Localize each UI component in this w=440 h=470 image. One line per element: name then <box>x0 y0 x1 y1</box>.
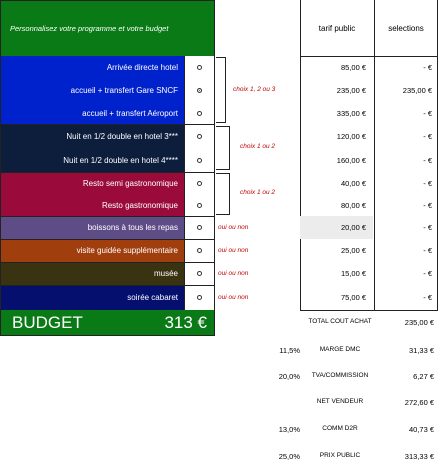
option-row-transfert-gare[interactable] <box>0 79 184 102</box>
summary-label-net-vendeur: NET VENDEUR <box>316 398 364 405</box>
price-cell: 235,00 € <box>336 86 366 95</box>
price-cell: 85,00 € <box>340 63 366 72</box>
radio-resto-semi[interactable] <box>197 181 202 186</box>
summary-value-marge-dmc: 31,33 € <box>408 346 434 355</box>
note-oui-non-visite: oui ou non <box>218 247 249 254</box>
note-oui-non-cabaret: oui ou non <box>218 294 249 301</box>
summary-value-net-vendeur: 272,60 € <box>404 398 434 407</box>
price-cell: 40,00 € <box>340 178 366 188</box>
option-row-soiree-cabaret[interactable] <box>0 285 184 310</box>
price-cell: 20,00 € <box>300 216 373 239</box>
radio-hotel-3[interactable] <box>197 134 202 139</box>
summary-value-comm-d2r: 40,73 € <box>408 425 434 434</box>
option-label: accueil + transfert Gare SNCF <box>70 86 178 95</box>
radio-cell <box>184 194 215 216</box>
option-label: soirée cabaret <box>127 293 178 302</box>
option-row-visite-guidee[interactable] <box>0 239 184 262</box>
option-label: Arrivée directe hotel <box>106 63 178 72</box>
selection-cell: - € <box>423 155 432 165</box>
selection-cell: - € <box>423 108 432 118</box>
radio-visite-guidee[interactable] <box>197 248 202 253</box>
group-bracket-resto <box>216 173 230 215</box>
summary-label-prix-public: PRIX PUBLIC <box>319 452 361 459</box>
summary-value-total-cout-achat: 235,00 € <box>404 318 434 327</box>
summary-pct-prix-public: 25,0% <box>278 452 300 461</box>
summary-pct-tva: 20,0% <box>278 372 300 381</box>
budget-bar <box>0 310 215 336</box>
radio-cell <box>184 56 215 79</box>
radio-resto-gastro[interactable] <box>197 203 202 208</box>
selection-cell: - € <box>423 223 432 232</box>
radio-soiree-cabaret[interactable] <box>197 295 202 300</box>
option-label: musée <box>153 269 178 278</box>
radio-cell <box>184 239 215 262</box>
option-label: visite guidée supplémentaire <box>76 246 178 255</box>
radio-cell <box>184 216 215 239</box>
selection-cell: - € <box>423 200 432 210</box>
summary-pct-marge-dmc: 11,5% <box>279 346 300 355</box>
radio-transfert-aeroport[interactable] <box>197 111 202 116</box>
radio-cell <box>184 262 215 285</box>
budget-label: BUDGET <box>12 313 83 332</box>
summary-value-tva: 6,27 € <box>413 372 434 381</box>
tarif-public-header-label: tarif public <box>318 23 356 33</box>
group-divider <box>0 124 215 125</box>
summary-value-prix-public: 313,33 € <box>404 452 434 461</box>
radio-cell <box>184 124 215 148</box>
radio-cell <box>184 148 215 172</box>
option-row-resto-gastro[interactable] <box>0 194 184 216</box>
selections-header-label: selections <box>388 23 424 33</box>
radio-cell <box>184 79 215 102</box>
group-divider <box>0 216 215 217</box>
program-header <box>0 0 215 56</box>
selection-cell: - € <box>423 246 432 255</box>
summary-label-total-cout-achat: TOTAL COUT ACHAT <box>308 318 372 325</box>
price-cell: 160,00 € <box>336 155 366 165</box>
note-choix-12-resto: choix 1 ou 2 <box>240 189 276 196</box>
price-cell: 25,00 € <box>340 246 366 255</box>
selections-header <box>374 0 438 56</box>
tarif-public-header <box>300 0 373 56</box>
price-cell: 335,00 € <box>336 108 366 118</box>
radio-hotel-4[interactable] <box>197 158 202 163</box>
option-row-arrivee-directe[interactable] <box>0 56 184 79</box>
radio-cell <box>184 172 215 194</box>
summary-pct-comm-d2r: 13,0% <box>278 425 300 434</box>
program-header-title: Personnalisez votre programme et votre budget <box>10 23 169 33</box>
selection-cell: 235,00 € <box>402 86 432 95</box>
group-divider <box>0 285 215 286</box>
group-bracket-transfert <box>216 57 226 123</box>
selection-cell: - € <box>423 131 432 141</box>
option-label: Nuit en 1/2 double en hotel 3*** <box>66 131 178 141</box>
radio-transfert-gare[interactable] <box>197 88 202 93</box>
radio-musee[interactable] <box>197 271 202 276</box>
option-label: boissons à tous les repas <box>87 223 178 232</box>
option-row-hotel-3[interactable] <box>0 124 184 148</box>
group-divider <box>0 262 215 263</box>
option-row-musee[interactable] <box>0 262 184 285</box>
radio-column-left-border <box>184 56 185 310</box>
note-oui-non-musee: oui ou non <box>218 270 249 277</box>
option-row-transfert-aeroport[interactable] <box>0 102 184 124</box>
price-table-bottom <box>300 310 438 311</box>
price-cell: 15,00 € <box>340 269 366 278</box>
budget-value: 313 € <box>164 313 207 332</box>
note-oui-non-boissons: oui ou non <box>218 224 249 231</box>
option-label: Resto gastronomique <box>101 200 178 210</box>
option-label: accueil + transfert Aéroport <box>82 108 178 118</box>
radio-arrivee-directe[interactable] <box>197 65 202 70</box>
option-label: Resto semi gastronomique <box>82 178 178 188</box>
option-label: Nuit en 1/2 double en hotel 4**** <box>63 155 178 165</box>
group-bracket-hotel <box>216 126 230 170</box>
note-choix-12-hotel: choix 1 ou 2 <box>240 143 276 150</box>
summary-label-tva: TVA/COMMISSION <box>311 372 369 379</box>
price-cell: 120,00 € <box>336 131 366 141</box>
selection-cell: - € <box>423 293 432 302</box>
selection-cell: - € <box>423 269 432 278</box>
option-row-boissons[interactable] <box>0 216 184 239</box>
selection-cell: - € <box>423 178 432 188</box>
group-divider <box>0 239 215 240</box>
radio-cell <box>184 285 215 310</box>
group-divider <box>0 172 215 173</box>
option-row-resto-semi[interactable] <box>0 172 184 194</box>
radio-boissons[interactable] <box>197 225 202 230</box>
note-choix-123: choix 1, 2 ou 3 <box>233 86 276 93</box>
summary-label-marge-dmc: MARGE DMC <box>319 346 361 353</box>
radio-cell <box>184 102 215 124</box>
price-cell: 75,00 € <box>340 293 366 302</box>
summary-label-comm-d2r: COMM D2R <box>322 425 358 432</box>
selection-cell: - € <box>423 63 432 72</box>
price-cell: 80,00 € <box>340 200 366 210</box>
option-row-hotel-4[interactable] <box>0 148 184 172</box>
